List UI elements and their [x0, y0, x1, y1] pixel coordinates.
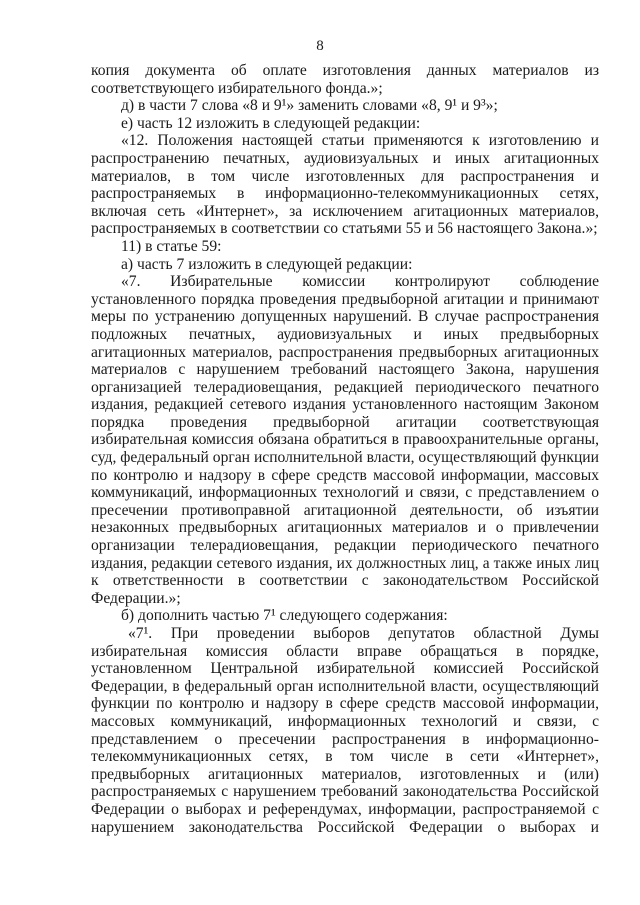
text-line: к ответственности в соответствии с законодательством Российской [91, 572, 599, 590]
text-line: распространяемых в информационно-телекоммуникационных сетях, [91, 185, 599, 203]
page-number: 8 [316, 38, 324, 54]
text-line: распространяемых в соответствии со статьями 55 и 56 настоящего Закона.»; [91, 220, 598, 238]
text-line: е) часть 12 изложить в следующей редакции: [121, 114, 421, 132]
text-line: представлением о пресечении распространения в информационно- [91, 730, 599, 748]
text-line: установленном Центральной избирательной комиссией Российской [91, 660, 599, 678]
text-line: д) в части 7 слова «8 и 9¹» заменить словами «8, 9¹ и 9³»; [121, 97, 498, 115]
text-line: Федерации о выборах и референдумах, информации, распространяемой с [91, 800, 599, 818]
text-line: «12. Положения настоящей статьи применяются к изготовлению и [121, 132, 599, 150]
text-line: коммуникаций, информационных технологий и связи, с представлением о [91, 484, 599, 502]
text-line: включая сеть «Интернет», за исключением агитационных материалов, [91, 202, 599, 220]
text-line: функции по контролю и надзору в сфере средств массовой информации, [91, 695, 599, 713]
text-line: распространяемых с нарушением требований законодательства Российской [91, 783, 599, 801]
text-line: материалов, в том числе изготовленных для распространения и [91, 167, 599, 185]
text-line: материалов с нарушением требований настоящего Закона, нарушения [91, 361, 599, 379]
text-line: нарушением законодательства Российской Федерации о выборах и [91, 818, 599, 836]
text-line: установленного порядка проведения предвыборной агитации и принимают [91, 290, 599, 308]
text-line: агитационных материалов, распространения предвыборных агитационных [91, 343, 599, 361]
document-body [91, 62, 599, 836]
text-line: 11) в статье 59: [121, 237, 222, 255]
text-line: порядка проведения предвыборной агитации соответствующая [91, 413, 599, 431]
text-line: избирательная комиссия обязана обратиться в правоохранительные органы, [91, 431, 599, 449]
text-line: Федерации, в федеральный орган исполнительной власти, осуществляющий [91, 677, 599, 695]
text-line: «7. Избирательные комиссии контролируют соблюдение [121, 273, 599, 291]
text-line: «7¹. При проведении выборов депутатов областной Думы [128, 625, 599, 642]
text-line: копия документа об оплате изготовления данных материалов из [91, 62, 599, 79]
text-line: распространению печатных, аудиовизуальных и иных агитационных [91, 149, 599, 167]
text-line: издания, редакцией сетевого издания установленного настоящим Законом [91, 396, 599, 414]
text-line: меры по устранению допущенных нарушений. В случае распространения [91, 308, 599, 326]
text-line: предвыборных агитационных материалов, изготовленных и (или) [91, 765, 599, 783]
text-line: организации телерадиовещания, редакции периодического печатного [91, 537, 599, 555]
text-line: телекоммуникационных сетях, в том числе в сети «Интернет», [91, 748, 599, 766]
text-line: издания, редакции сетевого издания, их должностных лиц, а также иных лиц [91, 554, 599, 572]
text-line: избирательная комиссия области вправе обращаться в порядке, [91, 642, 599, 660]
text-line: а) часть 7 изложить в следующей редакции: [121, 255, 413, 273]
text-line: организацией телерадиовещания, редакцией периодического печатного [91, 378, 599, 396]
text-line: б) дополнить частью 7¹ следующего содержания: [121, 607, 448, 625]
text-line: по контролю и надзору в сфере средств массовой информации, массовых [91, 466, 599, 484]
text-line: Федерации.»; [91, 589, 181, 607]
text-line: соответствующего избирательного фонда.»; [91, 79, 383, 97]
text-line: незаконных предвыборных агитационных материалов и о привлечении [91, 519, 599, 537]
text-line: суд, федеральный орган исполнительной власти, осуществляющий функции [91, 449, 599, 467]
text-line: массовых коммуникаций, информационных технологий и связи, с [91, 712, 599, 730]
text-line: пресечении противоправной агитационной деятельности, об изъятии [91, 501, 599, 519]
text-line: подложных печатных, аудиовизуальных и иных предвыборных [91, 325, 599, 343]
